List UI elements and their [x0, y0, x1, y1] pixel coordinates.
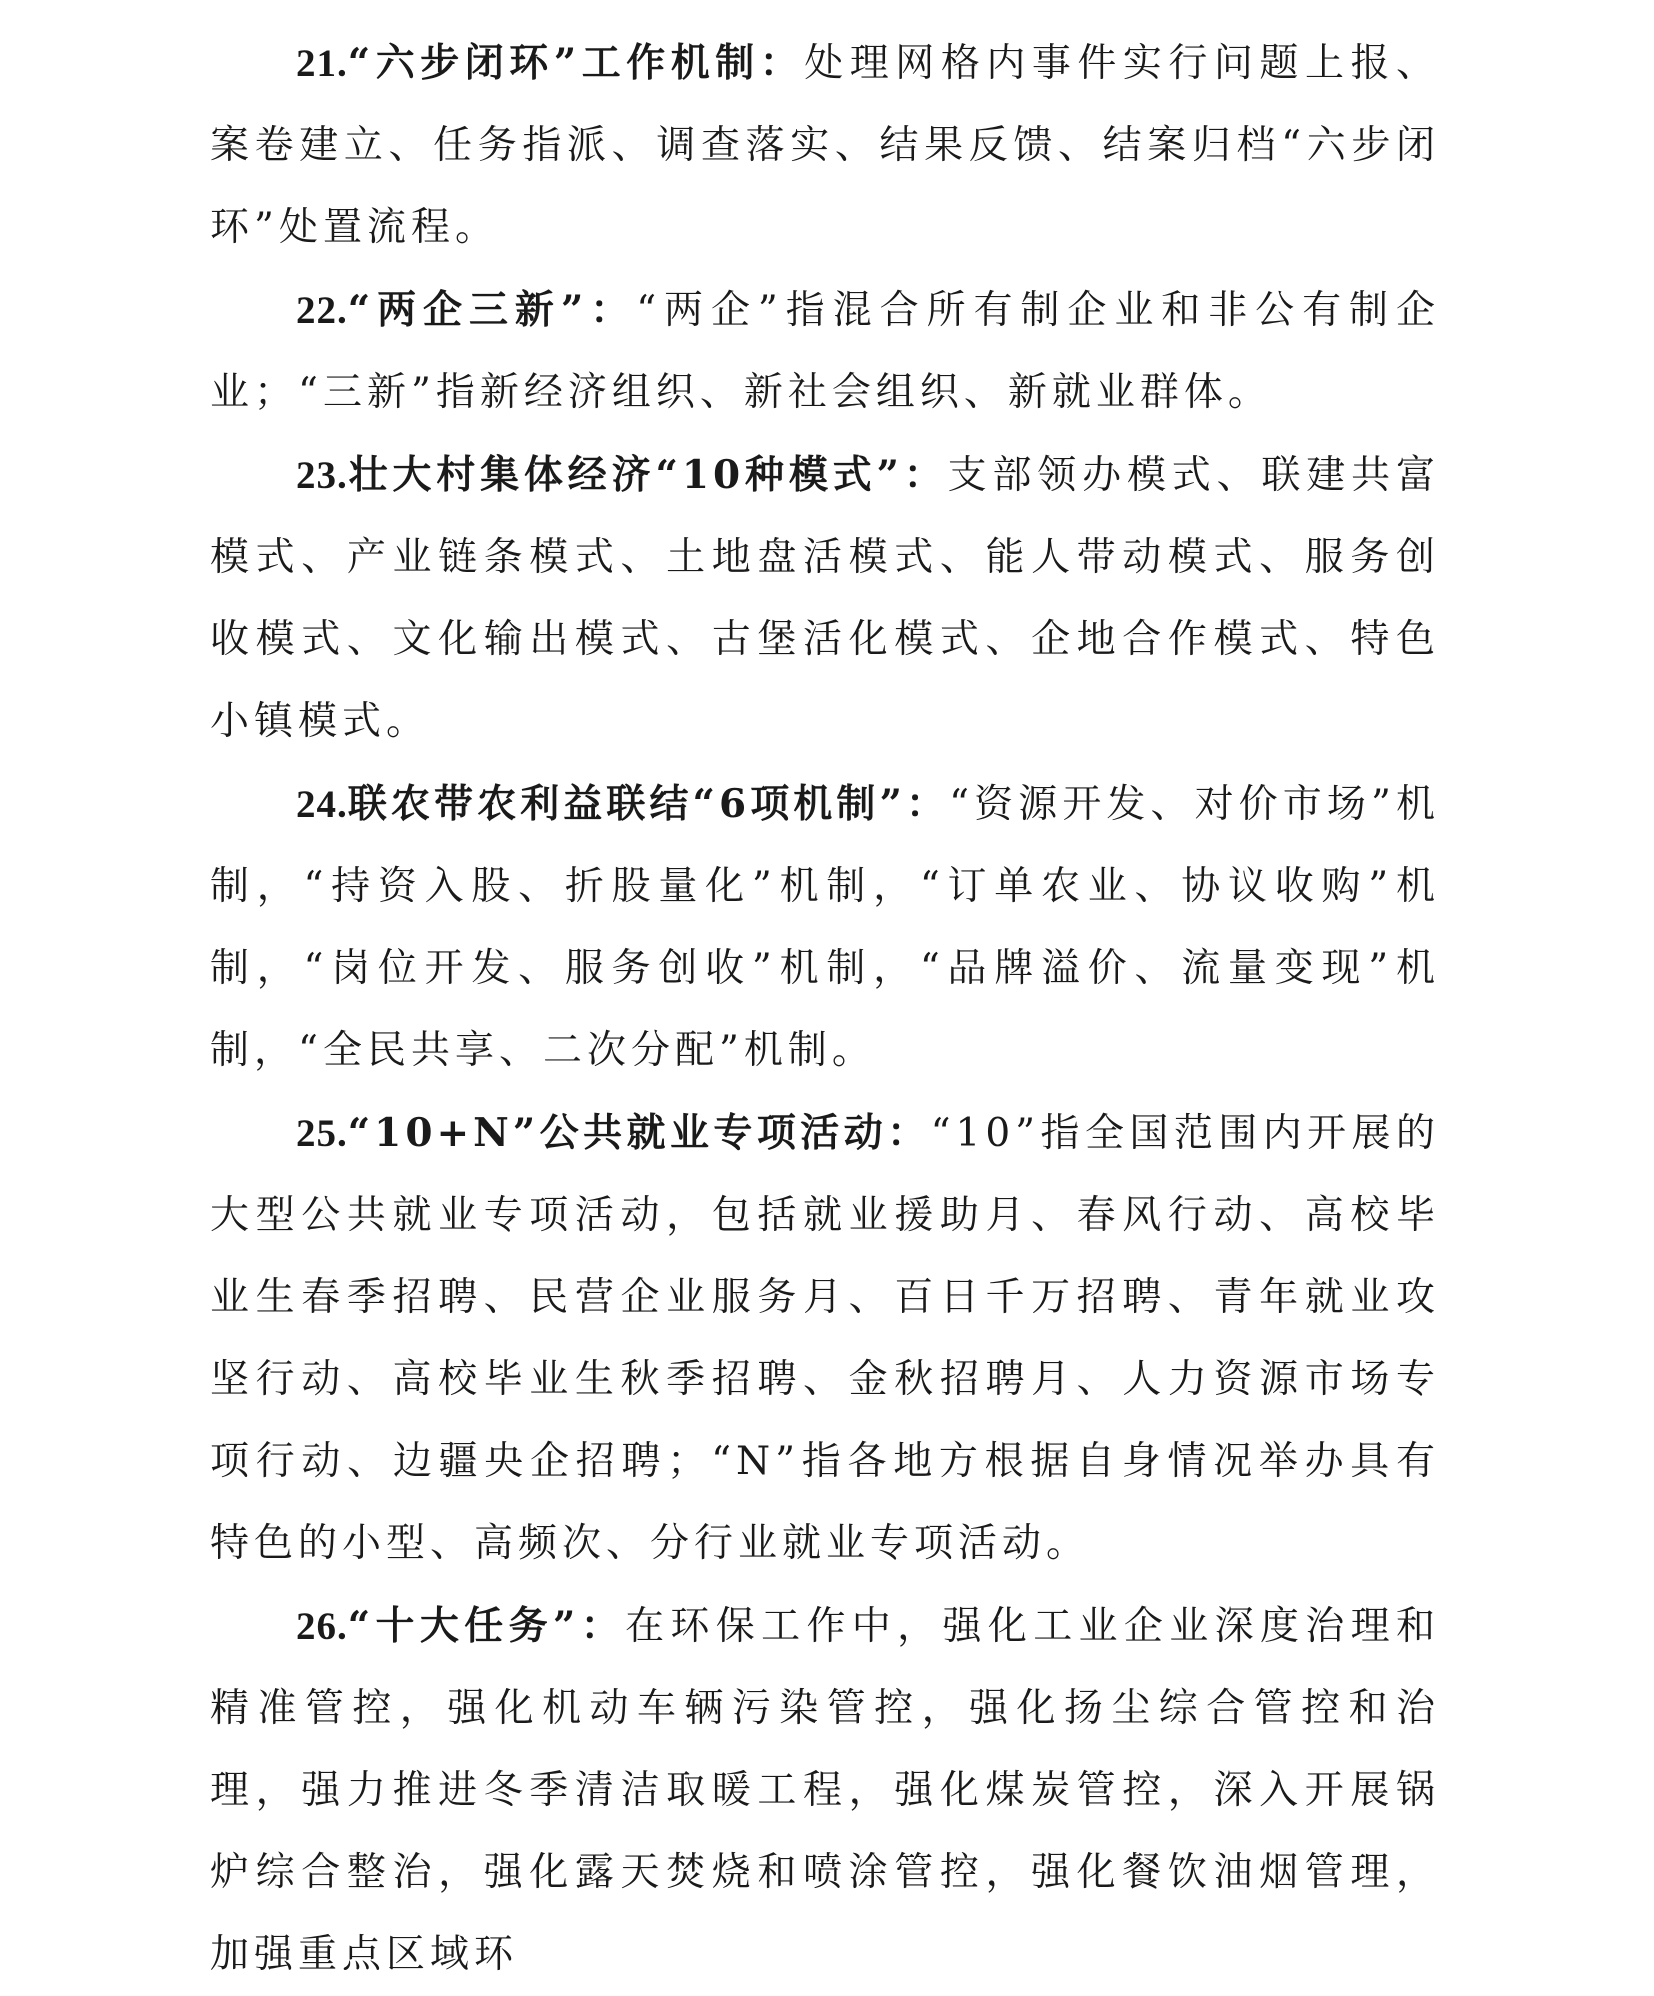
glossary-entry-23: [210, 434, 1440, 763]
entry-definition: “10”指全国范围内开展的大型公共就业专项活动，包括就业援助月、春风行动、高校毕业生春季招聘、民营企业服务月、百日千万招聘、青年就业攻坚行动、高校毕业生秋季招聘、金秋招聘月、人力资源市场专项行动、边疆央企招聘；“N”指各地方根据自身情况举办具有特色的小型、高频次、分行业就业专项活动。: [210, 1111, 1440, 1566]
glossary-entry-22: [210, 269, 1440, 434]
entry-term: “六步闭环”工作机制：: [347, 40, 805, 86]
entry-number: 22.: [296, 289, 348, 332]
entry-definition: 支部领办模式、联建共富模式、产业链条模式、土地盘活模式、能人带动模式、服务创收模式、文化输出模式、古堡活化模式、企地合作模式、特色小镇模式。: [210, 453, 1440, 744]
entry-term: “十大任务”：: [347, 1603, 626, 1649]
entry-number: 23.: [296, 454, 348, 497]
glossary-entry-21: [210, 22, 1440, 269]
entry-definition: 在环保工作中，强化工业企业深度治理和精准管控，强化机动车辆污染管控，强化扬尘综合管控和治理，强力推进冬季清洁取暖工程，强化煤炭管控，深入开展锅炉综合整治，强化露天焚烧和喷涂管控，强化餐饮油烟管理，加强重点区域环: [210, 1604, 1440, 1977]
entry-definition: “两企”指混合所有制企业和非公有制企业；“三新”指新经济组织、新社会组织、新就业群体。: [210, 288, 1440, 415]
entry-term: “两企三新”：: [347, 287, 637, 333]
entry-term: 联农带农利益联结“6项机制”：: [347, 781, 950, 827]
glossary-entry-25: [210, 1092, 1440, 1585]
entry-number: 25.: [296, 1112, 348, 1155]
glossary-entry-26: [210, 1585, 1440, 1996]
entry-term: 壮大村集体经济“10种模式”：: [347, 452, 948, 498]
entry-definition: 处理网格内事件实行问题上报、案卷建立、任务指派、调查落实、结果反馈、结案归档“六步闭环”处置流程。: [210, 41, 1440, 250]
entry-number: 24.: [296, 783, 348, 826]
entry-definition: “资源开发、对价市场”机制，“持资入股、折股量化”机制，“订单农业、协议收购”机制，“岗位开发、服务创收”机制，“品牌溢价、流量变现”机制，“全民共享、二次分配”机制。: [210, 782, 1440, 1073]
glossary-entry-24: [210, 763, 1440, 1092]
entry-term: “10+N”公共就业专项活动：: [347, 1110, 931, 1156]
glossary-text: [210, 22, 1440, 1996]
entry-number: 21.: [296, 42, 348, 85]
entry-number: 26.: [296, 1605, 348, 1648]
